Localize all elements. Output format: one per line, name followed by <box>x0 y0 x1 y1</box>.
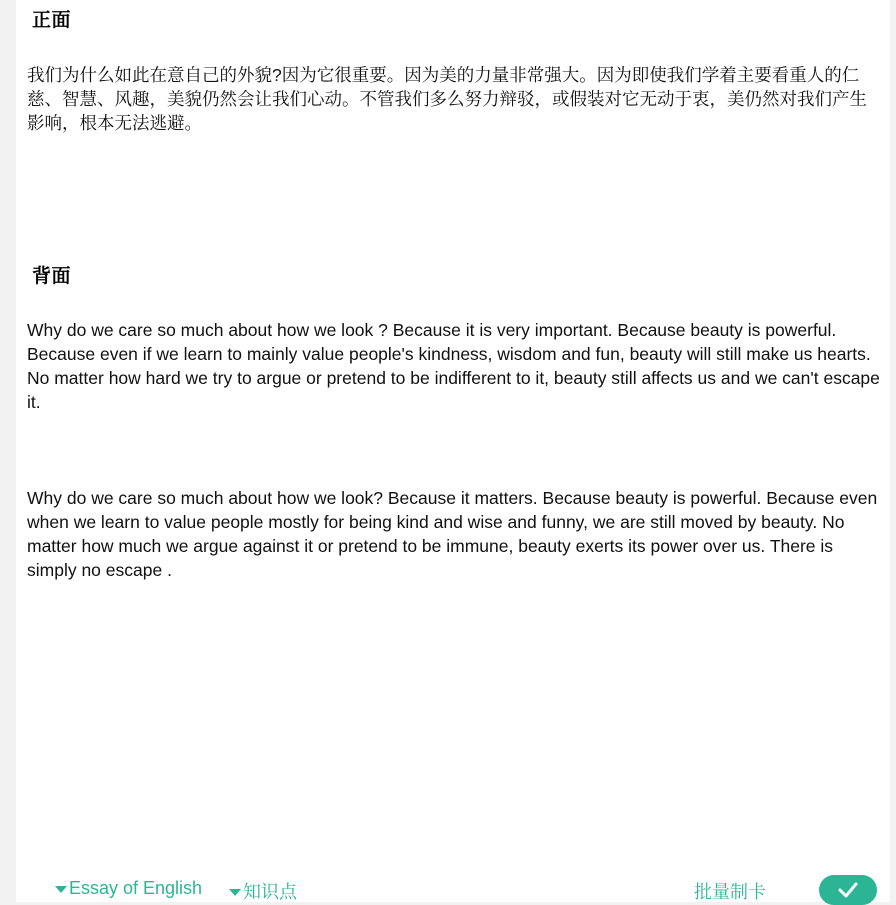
caret-down-icon <box>229 889 241 896</box>
knowledge-label: 知识点 <box>243 882 297 902</box>
front-heading: 正面 <box>32 10 72 31</box>
scrollbar-track[interactable] <box>890 0 896 850</box>
deck-label: Essay of English <box>69 878 203 898</box>
check-icon <box>837 881 859 899</box>
back-heading: 背面 <box>32 266 72 287</box>
back-text-paragraph[interactable]: Why do we care so much about how we look ? Because it is very important. Because beauty is powerful. Because even if we learn to mainly value people's kindness, wisdom and fun, beauty will still make us hearts. No matter how hard we try to argue or pretend to be indifferent to it, beauty still affects us and we can't escape it. <box>27 320 880 412</box>
deck-selector[interactable] <box>55 878 202 899</box>
bottom-toolbar <box>16 868 890 902</box>
card-editor <box>16 0 890 902</box>
batch-create-button[interactable]: 批量制卡 <box>694 882 766 902</box>
knowledge-point-selector[interactable] <box>229 878 297 904</box>
back-text-paragraph[interactable]: Why do we care so much about how we look? Because it matters. Because beauty is powerful. Because even when we learn to value people mostly for being kind and wise and funny, we are still moved by beauty. No matter how much we argue against it or pretend to be immune, beauty exerts its power over us. There is simply no escape . <box>27 488 878 580</box>
front-text[interactable]: 我们为什么如此在意自己的外貌?因为它很重要。因为美的力量非常强大。因为即使我们学着主要看重人的仁慈、智慧、风趣，美貌仍然会让我们心动。不管我们多么努力辩驳，或假装对它无动于衷，美仍然对我们产生影响，根本无法逃避。 <box>27 65 867 133</box>
caret-down-icon <box>55 886 67 893</box>
confirm-button[interactable] <box>819 875 877 905</box>
